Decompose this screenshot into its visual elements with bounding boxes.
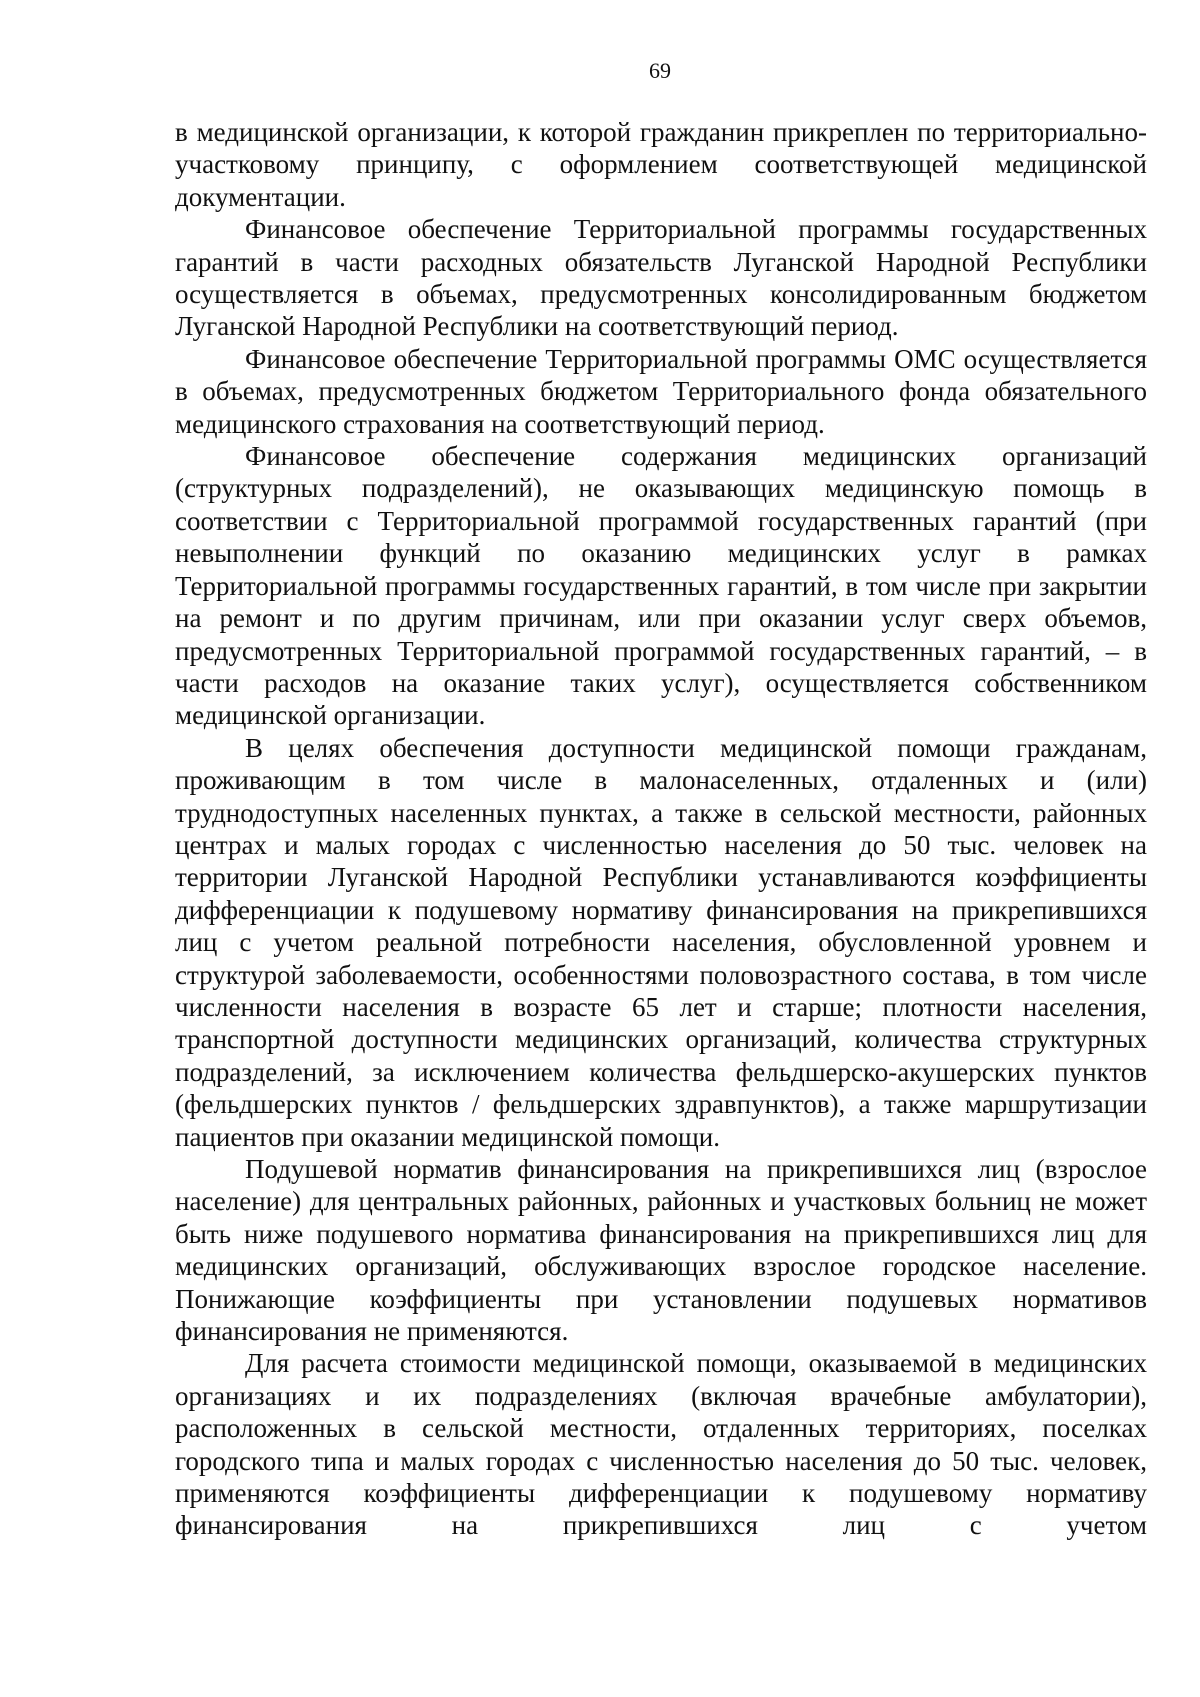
paragraph-financing-oms: Финансовое обеспечение Территориальной программы ОМС осуществляется в объемах, предусмотренных бюджетом Территориального фонда обязательного медицинского страхования на соответствующий период. [175,343,1147,439]
page-number: 69 [649,58,671,83]
paragraph-accessibility-coefficients: В целях обеспечения доступности медицинской помощи гражданам, проживающим в том числе в малонаселенных, отдаленных и (или) труднодоступных населенных пунктах, а также в сельской местности, районных центрах и малых городах с численностью населения до 50 тыс. человек на территории Луганской Народной Республики устанавливаются коэффициенты дифференциации к подушевому нормативу финансирования на прикрепившихся лиц с учетом реальной потребности населения, обусловленной уровнем и структурой заболеваемости, особенностями половозрастного состава, в том числе численности населения в возрасте 65 лет и старше; плотности населения, транспортной доступности медицинских организаций, количества структурных подразделений, за исключением количества фельдшерско-акушерских пунктов (фельдшерских пунктов / фельдшерских здравпунктов), а также маршрутизации пациентов при оказании медицинской помощи. [175,732,1147,1152]
paragraph-per-capita-standard: Подушевой норматив финансирования на прикрепившихся лиц (взрослое население) для центральных районных, районных и участковых больниц не может быть ниже подушевого норматива финансирования на прикрепившихся лиц для медицинских организаций, обслуживающих взрослое городское население. Понижающие коэффициенты при установлении подушевых нормативов финансирования не применяются. [175,1154,1147,1347]
paragraph-financing-maintenance: Финансовое обеспечение содержания медицинских организаций (структурных подразделений), не оказывающих медицинскую помощь в соответствии с Территориальной программой государственных гарантий (при невыполнении функций по оказанию медицинских услуг в рамках Территориальной программы государственных гарантий, в том числе при закрытии на ремонт и по другим причинам, или при оказании услуг сверх объемов, предусмотренных Территориальной программой государственных гарантий, – в части расходов на оказание таких услуг), осуществляется собственником медицинской организации. [175,441,1147,731]
paragraph-financing-state-guarantees: Финансовое обеспечение Территориальной программы государственных гарантий в части расходных обязательств Луганской Народной Республики осуществляется в объемах, предусмотренных консолидированным бюджетом Луганской Народной Республики на соответствующий период. [175,214,1147,342]
paragraph-rural-cost-calculation: Для расчета стоимости медицинской помощи, оказываемой в медицинских организациях и их подразделениях (включая врачебные амбулатории), расположенных в сельской местности, отдаленных территориях, поселках городского типа и малых городах с численностью населения до 50 тыс. человек, применяются коэффициенты дифференциации к подушевому нормативу финансирования на прикрепившихся лиц с учетом [175,1348,1147,1541]
document-body [175,116,1147,1542]
paragraph-continuation: в медицинской организации, к которой гражданин прикреплен по территориально-участковому принципу, с оформлением соответствующей медицинской документации. [175,117,1147,212]
